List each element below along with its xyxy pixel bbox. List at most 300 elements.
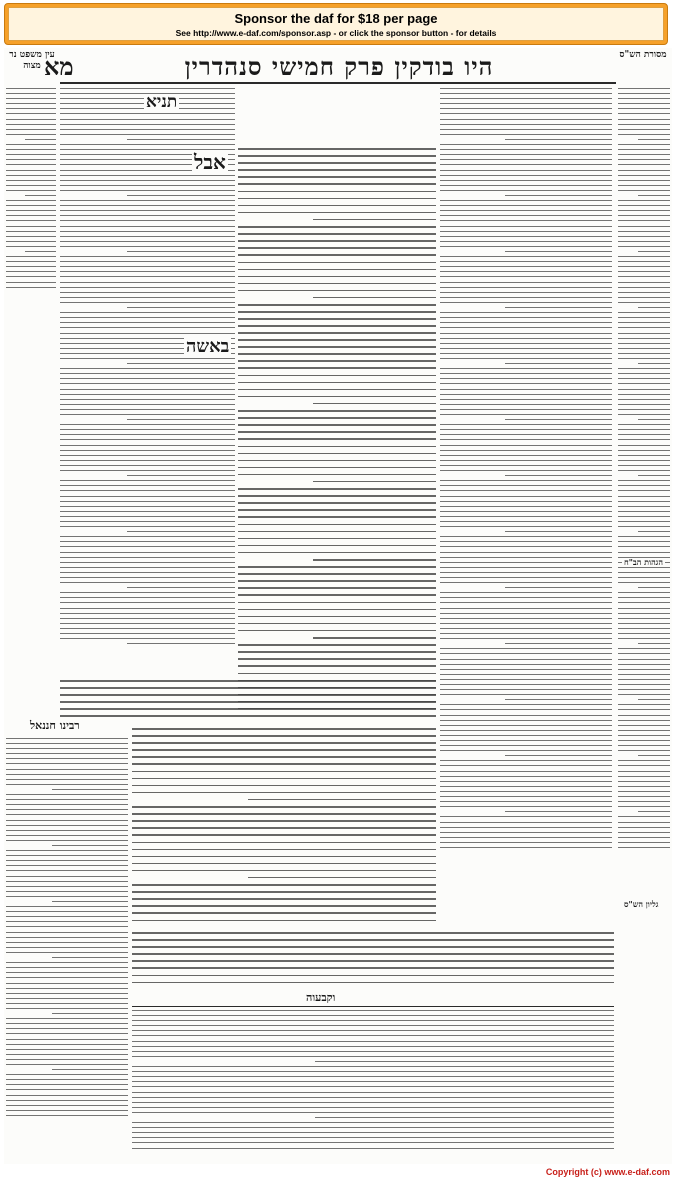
text-line [440,231,612,232]
text-line [440,822,612,823]
gemara-wide-1 [60,680,436,724]
text-line [440,93,612,94]
text-line [238,446,436,448]
text-line [238,332,436,334]
text-line [238,651,436,653]
text-line [60,409,235,410]
text-line [238,155,436,157]
text-line [132,763,436,765]
text-line [618,669,670,670]
text-line [6,231,56,232]
text-line [505,139,612,140]
text-line [60,205,235,206]
text-line [618,674,670,675]
text-line [618,434,670,435]
text-line [440,506,612,507]
text-line [6,1054,128,1055]
text-line [618,287,670,288]
text-line [6,891,128,892]
text-line [6,154,56,155]
text-line [6,876,128,877]
text-line [132,728,436,730]
text-line [440,424,612,425]
text-line [618,317,670,318]
text-line [127,139,236,140]
text-line [60,633,235,634]
text-line [132,778,436,780]
text-line [440,200,612,201]
text-line [6,998,128,999]
text-line [440,327,612,328]
text-line [440,159,612,160]
text-line [132,1107,614,1108]
text-line [440,847,612,848]
text-line [440,526,612,527]
text-line [618,552,670,553]
text-line [618,526,670,527]
text-line [618,511,670,512]
text-line [618,725,670,726]
text-line [440,261,612,262]
text-line [6,855,128,856]
gemara-lower-text [132,932,614,990]
text-line [440,740,612,741]
rashi-text [440,88,612,928]
text-line [618,429,670,430]
text-line [618,113,670,114]
text-line [132,863,436,865]
text-line [440,348,612,349]
header-rule [60,82,616,84]
sponsor-subtitle: See http://www.e-daf.com/sponsor.asp - or click the sponsor button - for details [175,28,497,38]
text-line [238,240,436,242]
text-line [440,704,612,705]
text-line [618,633,670,634]
text-line [132,1071,614,1072]
text-line [505,531,612,532]
text-line [60,501,235,502]
text-line [238,169,436,171]
text-line [618,271,670,272]
text-line [6,896,128,897]
text-line [440,689,612,690]
tosafot-commentary [60,88,235,678]
text-line [6,794,128,795]
text-line [618,470,670,471]
text-line [238,438,436,440]
text-line [52,957,128,958]
text-line [440,88,612,89]
text-line [618,322,670,323]
text-line [132,1086,614,1087]
text-line [618,144,670,145]
text-line [440,557,612,558]
text-line [6,804,128,805]
text-line [440,781,612,782]
text-line [60,608,235,609]
text-line [60,618,235,619]
text-line [440,185,612,186]
text-line [132,834,436,836]
text-line [440,582,612,583]
text-line [60,236,235,237]
text-line [238,474,436,476]
text-line [60,638,235,639]
text-line [618,679,670,680]
text-line [238,616,436,618]
text-line [618,791,670,792]
text-line [440,669,612,670]
text-line [238,389,436,391]
text-line [618,837,670,838]
text-line [440,108,612,109]
text-line [618,205,670,206]
text-line [440,750,612,751]
text-line [132,806,436,808]
text-line [60,246,235,247]
text-line [238,552,436,554]
text-line [60,490,235,491]
text-line [440,806,612,807]
text-line [6,236,56,237]
text-line [618,226,670,227]
text-line [618,241,670,242]
text-line [440,338,612,339]
text-line [60,694,436,696]
text-line [127,475,236,476]
text-line [60,271,235,272]
text-line [618,190,670,191]
text-line [6,88,56,89]
text-line [6,758,128,759]
text-line [638,531,670,532]
text-line [60,715,436,717]
text-line [60,185,235,186]
text-line [618,786,670,787]
text-line [618,577,670,578]
text-line [440,552,612,553]
text-line [440,496,612,497]
ein-mishpat-text [6,88,56,708]
text-line [618,108,670,109]
text-line [248,877,436,879]
text-line [618,154,670,155]
text-line [60,129,235,130]
text-line [6,748,128,749]
text-line [60,180,235,181]
text-line [60,445,235,446]
text-line [238,318,436,320]
text-line [313,403,436,405]
text-line [440,210,612,211]
text-line [440,144,612,145]
text-line [6,1064,128,1065]
rabbeinu-chananel [6,738,128,1118]
text-line [132,1081,614,1082]
text-line [505,419,612,420]
text-line [638,363,670,364]
text-line [6,98,56,99]
text-line [52,1069,128,1070]
text-line [6,261,56,262]
text-line [6,190,56,191]
text-line [618,185,670,186]
text-line [132,953,614,955]
text-line [238,176,436,178]
sponsor-link[interactable] [8,7,664,41]
text-line [618,628,670,629]
text-line [238,382,436,384]
text-line [618,455,670,456]
text-line [6,784,128,785]
ein-mishpat-label: עין משפט נר מצוה [9,50,55,71]
text-line [60,241,235,242]
gemara-upper-text [238,148,436,328]
text-line [440,715,612,716]
text-line [238,417,436,419]
text-line [60,687,436,689]
text-line [132,1122,614,1123]
text-line [6,205,56,206]
text-line [618,175,670,176]
text-line [618,302,670,303]
text-line [132,898,436,900]
rabbeinu-chananel-heading: רבינו חננאל [30,719,80,732]
text-line [638,419,670,420]
text-line [60,521,235,522]
text-line [618,648,670,649]
text-line [440,628,612,629]
text-line [132,756,436,758]
text-line [618,164,670,165]
text-line [440,333,612,334]
text-line [6,266,56,267]
text-line [60,220,235,221]
text-line [238,183,436,185]
text-line [618,119,670,120]
text-line [60,602,235,603]
text-line [60,455,235,456]
text-line [238,339,436,341]
text-line [618,215,670,216]
text-line [618,765,670,766]
text-line [618,200,670,201]
text-line [60,383,235,384]
text-line [440,450,612,451]
gemara-wide-2-text [132,728,436,928]
text-line [132,827,436,829]
text-line [440,103,612,104]
text-line [618,134,670,135]
text-line [440,608,612,609]
text-line [60,516,235,517]
text-line [60,414,235,415]
text-line [6,840,128,841]
text-line [238,516,436,518]
text-line [6,108,56,109]
text-line [618,450,670,451]
text-line [440,180,612,181]
text-line [638,251,670,252]
gemara-middle-text [238,332,436,712]
text-line [618,659,670,660]
text-line [6,1084,128,1085]
text-line [618,750,670,751]
text-line [6,738,128,739]
text-line [440,368,612,369]
text-line [618,312,670,313]
text-line [60,119,235,120]
text-line [132,967,614,969]
text-line [60,399,235,400]
text-line [238,424,436,426]
text-line [60,113,235,114]
text-line [25,195,56,196]
text-line [60,506,235,507]
text-line [238,495,436,497]
text-line [238,630,436,632]
text-line [6,743,128,744]
text-line [618,93,670,94]
text-line [440,383,612,384]
text-line [60,511,235,512]
text-line [6,983,128,984]
text-line [238,396,436,398]
text-line [127,587,236,588]
text-line [618,694,670,695]
text-line [440,343,612,344]
text-line [440,684,612,685]
footer-rule [132,1006,614,1007]
text-line [6,942,128,943]
text-line [60,333,235,334]
text-line [638,587,670,588]
text-line [440,358,612,359]
text-line [440,776,612,777]
gilyon-hashas-label: גליון הש"ס [624,899,659,909]
text-line [6,1115,128,1116]
text-line [132,912,436,914]
text-line [440,317,612,318]
text-line [6,200,56,201]
text-line [60,358,235,359]
text-line [238,531,436,533]
text-line [313,219,436,221]
text-line [238,360,436,362]
text-line [6,175,56,176]
text-line [618,480,670,481]
text-line [440,134,612,135]
text-line [238,269,436,271]
text-line [6,113,56,114]
text-line [6,809,128,810]
text-line [440,378,612,379]
sponsor-banner[interactable] [4,3,668,45]
text-line [238,304,436,306]
text-line [238,594,436,596]
text-line [638,811,670,812]
text-line [238,502,436,504]
text-line [132,1132,614,1133]
text-line [60,282,235,283]
text-line [440,618,612,619]
text-line [618,740,670,741]
text-line [618,261,670,262]
text-line [6,1100,128,1101]
text-line [6,119,56,120]
text-line [238,290,436,292]
text-line [618,256,670,257]
text-line [440,577,612,578]
text-line [505,643,612,644]
text-line [60,577,235,578]
text-line [618,343,670,344]
text-line [440,266,612,267]
text-line [60,429,235,430]
bottom-commentary [132,1010,614,1150]
text-line [618,541,670,542]
text-line [618,597,670,598]
text-line [60,470,235,471]
text-line [132,1025,614,1026]
text-line [132,982,614,984]
text-line [618,124,670,125]
text-line [60,317,235,318]
text-line [127,531,236,532]
text-line [505,811,612,812]
text-line [6,932,128,933]
text-line [618,602,670,603]
text-line [440,409,612,410]
text-line [313,481,436,483]
text-line [440,592,612,593]
text-line [132,939,614,941]
text-line [618,613,670,614]
text-line [440,439,612,440]
text-line [618,236,670,237]
text-line [238,587,436,589]
text-line [6,103,56,104]
text-line [132,960,614,962]
text-line [618,796,670,797]
text-line [6,149,56,150]
text-line [6,215,56,216]
text-line [618,399,670,400]
text-line [618,592,670,593]
text-line [132,1010,614,1011]
text-line [238,353,436,355]
text-line [60,592,235,593]
text-line [440,659,612,660]
text-line [6,1059,128,1060]
copyright-notice: Copyright (c) www.e-daf.com [545,1167,670,1177]
text-line [6,144,56,145]
text-line [618,684,670,685]
text-line [132,1066,614,1067]
text-line [618,546,670,547]
text-line [6,1028,128,1029]
right-margin-column [618,88,670,1118]
text-line [440,771,612,772]
text-line [60,480,235,481]
talmud-page [4,48,672,1164]
text-line [440,490,612,491]
text-line [505,699,612,700]
text-line [6,1044,128,1045]
text-line [440,511,612,512]
text-line [60,190,235,191]
text-line [440,302,612,303]
